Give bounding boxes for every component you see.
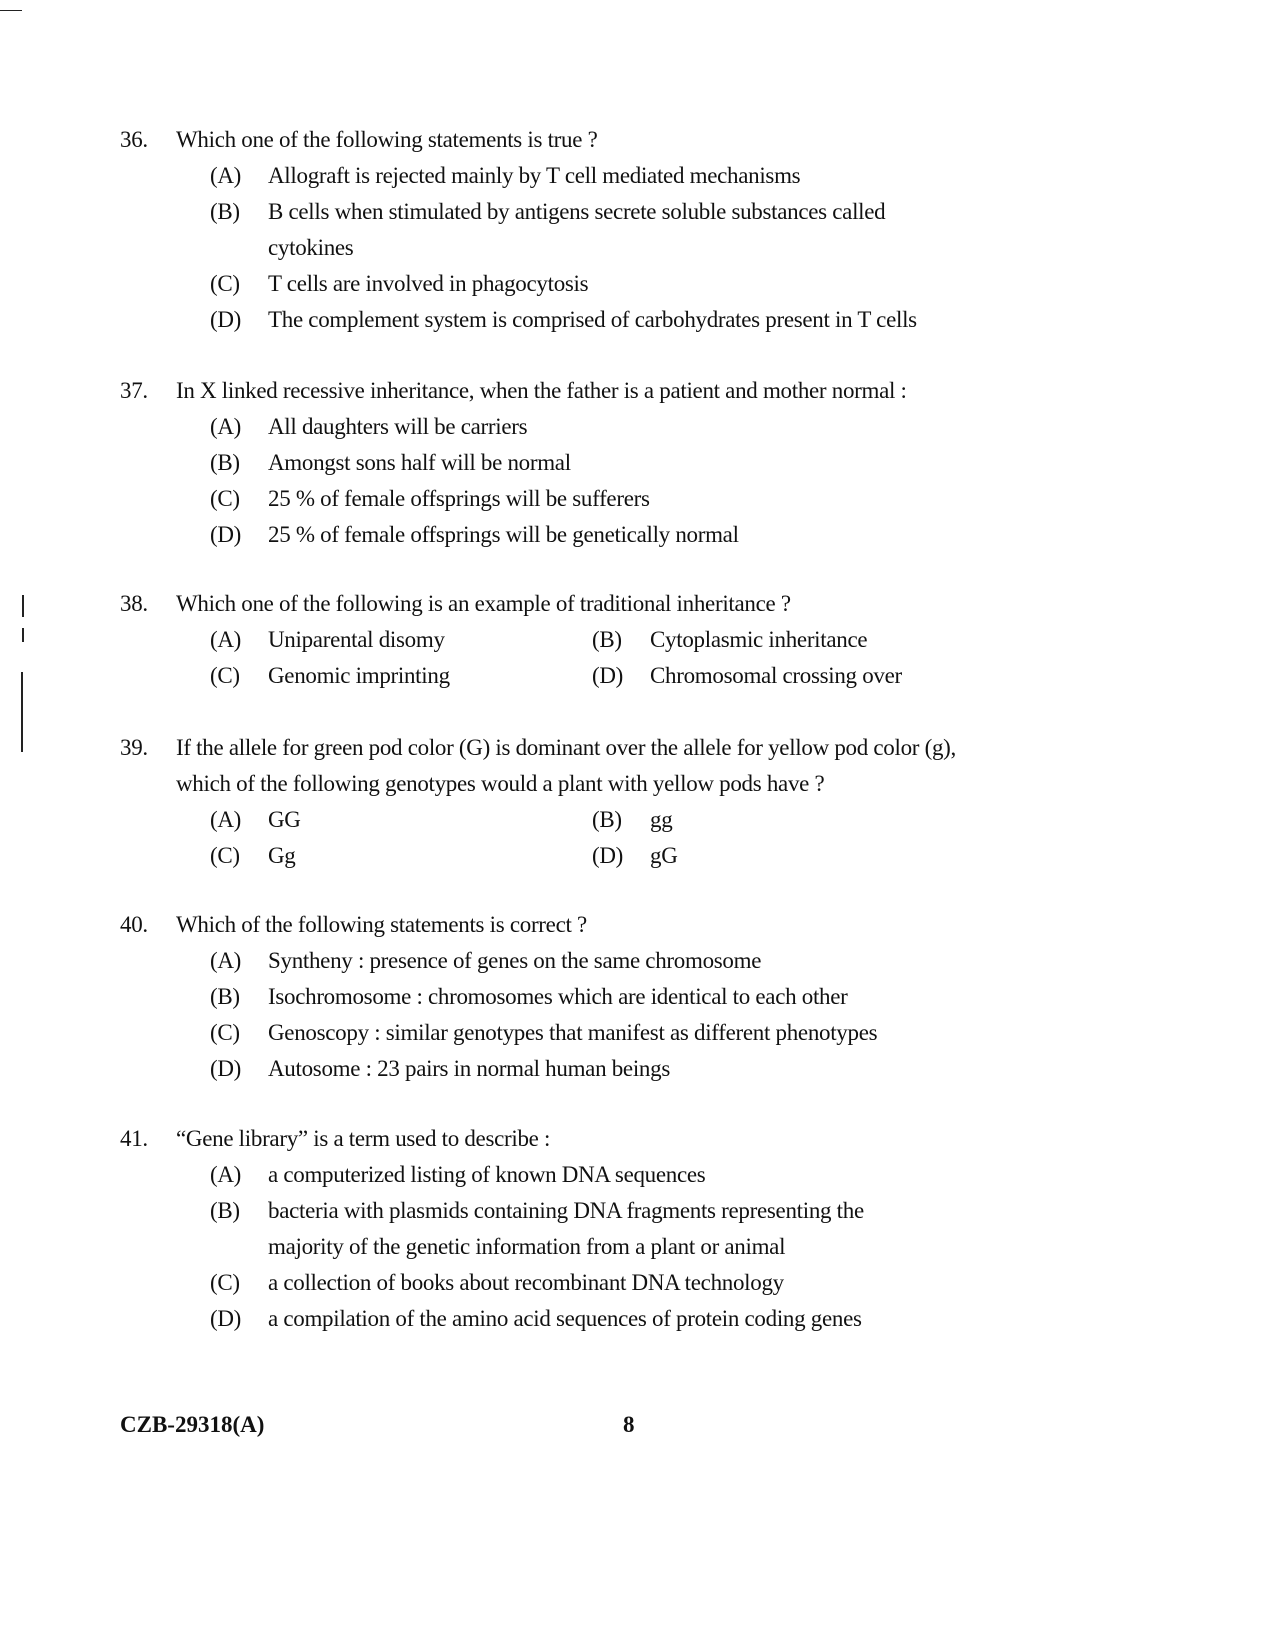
option-d[interactable] xyxy=(120,517,980,553)
option-letter: (D) xyxy=(210,307,242,332)
option-text: Genoscopy : similar genotypes that manifest as different phenotypes xyxy=(268,1020,878,1045)
option-letter: (B) xyxy=(210,199,240,224)
option-c[interactable] xyxy=(120,266,980,302)
option-d-letter[interactable]: (D) xyxy=(592,843,624,868)
question-38 xyxy=(120,586,980,694)
option-b[interactable] xyxy=(120,1193,980,1265)
option-letter: (D) xyxy=(210,522,242,547)
option-row xyxy=(120,658,980,694)
option-text: Amongst sons half will be normal xyxy=(268,450,571,475)
option-letter: (D) xyxy=(210,1306,242,1331)
option-b-text[interactable]: Cytoplasmic inheritance xyxy=(650,627,868,652)
question-text: In X linked recessive inheritance, when the father is a patient and mother normal : xyxy=(176,378,907,403)
option-c-letter[interactable]: (C) xyxy=(210,843,240,868)
option-row xyxy=(120,802,980,838)
option-c-text[interactable]: Gg xyxy=(268,843,296,868)
option-letter: (C) xyxy=(210,1270,240,1295)
option-text: T cells are involved in phagocytosis xyxy=(268,271,589,296)
option-row xyxy=(120,838,980,874)
paper-code: CZB-29318(A) xyxy=(120,1412,265,1437)
option-a-letter[interactable]: (A) xyxy=(210,627,242,652)
option-text: bacteria with plasmids containing DNA fragments representing the majority of the genetic information from a plant or animal xyxy=(268,1198,864,1259)
option-b[interactable] xyxy=(120,194,980,266)
option-a[interactable] xyxy=(120,943,980,979)
option-b-text[interactable]: gg xyxy=(650,807,673,832)
option-text: 25 % of female offsprings will be genetically normal xyxy=(268,522,739,547)
option-b[interactable] xyxy=(120,979,980,1015)
question-number: 39. xyxy=(120,735,148,760)
option-text: a collection of books about recombinant DNA technology xyxy=(268,1270,784,1295)
option-a[interactable] xyxy=(120,158,980,194)
question-36 xyxy=(120,122,980,338)
option-text: B cells when stimulated by antigens secrete soluble substances called cytokines xyxy=(268,199,886,260)
question-41 xyxy=(120,1121,980,1337)
option-b[interactable] xyxy=(120,445,980,481)
option-text: Allograft is rejected mainly by T cell mediated mechanisms xyxy=(268,163,801,188)
option-d[interactable] xyxy=(120,1301,980,1337)
scan-mark xyxy=(22,595,24,617)
option-letter: (B) xyxy=(210,450,240,475)
option-letter: (A) xyxy=(210,948,242,973)
option-text: Syntheny : presence of genes on the same chromosome xyxy=(268,948,762,973)
option-text: The complement system is comprised of carbohydrates present in T cells xyxy=(268,307,917,332)
option-a-text[interactable]: Uniparental disomy xyxy=(268,627,445,652)
option-b-letter[interactable]: (B) xyxy=(592,807,622,832)
option-letter: (A) xyxy=(210,414,242,439)
option-a-letter[interactable]: (A) xyxy=(210,807,242,832)
option-text: a compilation of the amino acid sequences of protein coding genes xyxy=(268,1306,862,1331)
question-40 xyxy=(120,907,980,1087)
option-text: Isochromosome : chromosomes which are identical to each other xyxy=(268,984,848,1009)
option-a[interactable] xyxy=(120,409,980,445)
option-letter: (C) xyxy=(210,1020,240,1045)
option-letter: (A) xyxy=(210,1162,242,1187)
option-d[interactable] xyxy=(120,1051,980,1087)
scan-mark xyxy=(0,10,22,11)
question-text: Which of the following statements is correct ? xyxy=(176,912,587,937)
question-text: If the allele for green pod color (G) is dominant over the allele for yellow pod color (g), which of the following genotypes would a plant with yellow pods have ? xyxy=(176,735,956,796)
option-c[interactable] xyxy=(120,1265,980,1301)
option-letter: (A) xyxy=(210,163,242,188)
option-d-letter[interactable]: (D) xyxy=(592,663,624,688)
option-d-text[interactable]: Chromosomal crossing over xyxy=(650,663,902,688)
question-number: 40. xyxy=(120,912,148,937)
option-list xyxy=(120,1157,980,1337)
question-text: “Gene library” is a term used to describe : xyxy=(176,1126,551,1151)
option-letter: (C) xyxy=(210,486,240,511)
question-number: 37. xyxy=(120,378,148,403)
question-text: Which one of the following is an example of traditional inheritance ? xyxy=(176,591,791,616)
option-letter: (C) xyxy=(210,271,240,296)
scan-mark xyxy=(21,672,23,752)
question-37 xyxy=(120,373,980,553)
option-b-letter[interactable]: (B) xyxy=(592,627,622,652)
question-number: 38. xyxy=(120,591,148,616)
option-d-text[interactable]: gG xyxy=(650,843,678,868)
option-d[interactable] xyxy=(120,302,980,338)
option-text: All daughters will be carriers xyxy=(268,414,528,439)
option-list xyxy=(120,943,980,1087)
question-39 xyxy=(120,730,980,874)
option-c-letter[interactable]: (C) xyxy=(210,663,240,688)
option-c-text[interactable]: Genomic imprinting xyxy=(268,663,450,688)
option-letter: (B) xyxy=(210,1198,240,1223)
option-c[interactable] xyxy=(120,481,980,517)
option-row xyxy=(120,622,980,658)
option-text: 25 % of female offsprings will be sufferers xyxy=(268,486,650,511)
option-letter: (B) xyxy=(210,984,240,1009)
question-number: 41. xyxy=(120,1126,148,1151)
page-number: 8 xyxy=(623,1412,635,1437)
option-list xyxy=(120,158,980,338)
option-c[interactable] xyxy=(120,1015,980,1051)
question-text: Which one of the following statements is true ? xyxy=(176,127,598,152)
option-a-text[interactable]: GG xyxy=(268,807,301,832)
option-text: a computerized listing of known DNA sequences xyxy=(268,1162,706,1187)
option-list xyxy=(120,409,980,553)
option-letter: (D) xyxy=(210,1056,242,1081)
question-number: 36. xyxy=(120,127,148,152)
scan-mark xyxy=(22,628,24,642)
option-text: Autosome : 23 pairs in normal human beings xyxy=(268,1056,670,1081)
option-a[interactable] xyxy=(120,1157,980,1193)
